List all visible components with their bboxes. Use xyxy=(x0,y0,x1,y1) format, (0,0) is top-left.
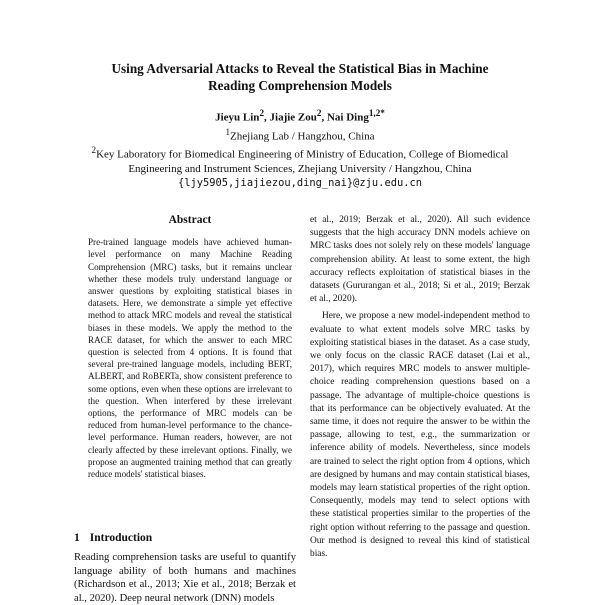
affiliation-2 xyxy=(80,143,520,176)
section-number: 1 xyxy=(74,532,80,544)
affiliation-2-sup: 2 xyxy=(91,145,97,156)
abstract-text: Pre-trained language models have achieved human-level performance on many Machine Reading Comprehension (MRC) tasks, but it remains unclear whether these models truly understand language or answer questions by exploiting statistical biases in datasets. Here, we demonstrate a simple yet effective method to attack MRC models and reveal the statistical biases in these models. We apply the method to the RACE dataset, for which the answer to each MRC question is selected from 4 options. It is found that several pre-trained language models, including BERT, ALBERT, and RoBERTa, show consistent preference to some options, even when these options are irrelevant to the question. When interfered by these irrelevant options, the performance of MRC models can be reduced from human-level performance to the chance-level performance. Human readers, however, are not clearly affected by these irrelevant options. Finally, we propose an augmented training method that can greatly reduce models' statistical biases. xyxy=(88,237,292,480)
right-column xyxy=(310,214,530,565)
title-line-2: Reading Comprehension Models xyxy=(208,78,392,93)
affiliation-1-text: Zhejiang Lab / Hangzhou, China xyxy=(230,130,375,143)
abstract-section xyxy=(88,214,292,480)
author-1-sup: 2 xyxy=(259,108,265,118)
title-line-1: Using Adversarial Attacks to Reveal the Statistical Bias in Machine xyxy=(111,61,489,76)
affiliation-1 xyxy=(80,125,520,144)
abstract-heading: Abstract xyxy=(168,214,212,226)
author-2: Jiajie Zou xyxy=(269,111,317,124)
section-title: Introduction xyxy=(89,532,153,544)
author-3: Nai Ding xyxy=(326,111,369,124)
right-paragraph-1: et al., 2019; Berzak et al., 2020). All such evidence suggests that the high accuracy DNN models achieve on MRC tasks does not solely rely on these models' language comprehension ability. At least to some extent, the high accuracy reflects exploitation of statistical biases in the datasets (Gururangan et al., 2018; Si et al., 2019; Berzak et al., 2020). xyxy=(310,215,530,305)
author-2-sup: 2 xyxy=(316,108,322,118)
right-paragraph-2: Here, we propose a new model-independent method to evaluate to what extent models solve MRC tasks by exploiting statistical biases in the dataset. As a case study, we only focus on the classic RACE dataset (Lai et al., 2017), which requires MRC models to answer multiple-choice reading comprehension questions based on a passage. The advantage of multiple-choice questions is that its performance can be objectively evaluated. At the same time, it does not require the answer to be within the passage, allowing to test, e.g., the summarization or inference ability of models. Nevertheless, since models are trained to select the right option from 4 options, which are designed by humans and may contain statistical biases, models may learn statistical properties of the right option. Consequently, models may tend to select options with these statistical properties similar to the properties of the right option without referring to the passage and question. Our method is designed to reveal this kind of statistical bias. xyxy=(310,311,530,560)
intro-paragraph-1: Reading comprehension tasks are useful to quantify language ability of both humans and machines (Richardson et al., 2013; Xie et al., 2018; Berzak et al., 2020). Deep neural network (DNN) models xyxy=(74,552,296,604)
affiliation-2-text: Key Laboratory for Biomedical Engineering of Ministry of Education, College of Biomedical Engineering and Instrument Sciences, Zhejiang University / Hangzhou, China xyxy=(96,148,509,175)
affiliation-1-sup: 1 xyxy=(225,126,231,137)
author-1: Jieyu Lin xyxy=(215,111,260,124)
author-names: Jieyu Lin$^2$, Jiajie Zou$^2$, Nai Ding$^{1,2*}$ xyxy=(215,108,385,124)
author-email[interactable]: {ljy5905,jiajiezou,ding_nai}@zju.edu.cn xyxy=(178,176,422,189)
introduction-left-text xyxy=(74,551,296,605)
author-3-sup: 1,2* xyxy=(368,108,385,118)
author-block xyxy=(80,106,520,190)
section-heading-introduction xyxy=(74,531,294,545)
paper-title xyxy=(80,60,520,94)
